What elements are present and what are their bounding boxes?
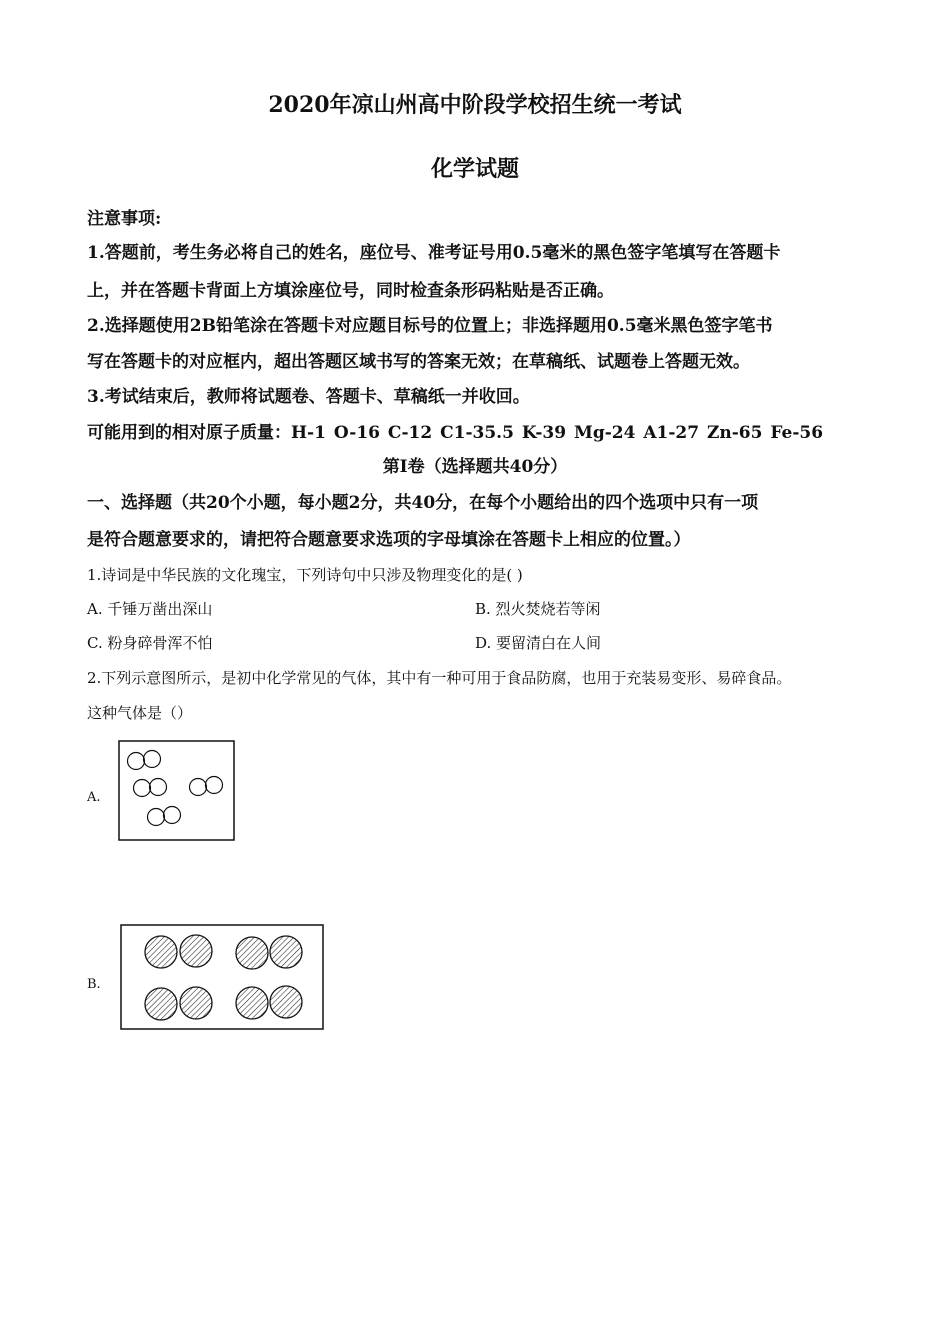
- exam-subject: 化学试题: [430, 156, 519, 182]
- diagram-b-molecules: [145, 935, 302, 1020]
- part1-instructions-line-1: 一、选择题（共20个小题，每小题2分，共40分，在每个小题给出的四个选项中只有一项: [87, 493, 759, 513]
- q1-option-a: A. 千锤万凿出深山: [87, 600, 213, 618]
- q2-stem-line-2: 这种气体是（）: [87, 704, 193, 722]
- q1-option-d: D. 要留清白在人间: [475, 634, 602, 652]
- atom-circle: [128, 753, 145, 770]
- atom-circle: [190, 779, 207, 796]
- exam-title: 2020年凉山州高中阶段学校招生统一考试: [268, 92, 682, 118]
- volume-title: 第I卷（选择题共40分）: [382, 457, 568, 477]
- q2-option-a-diagram: [118, 740, 236, 842]
- atom-circle: [270, 986, 302, 1018]
- part1-instructions-line-2: 是符合题意要求的，请把符合题意要求选项的字母填涂在答题卡上相应的位置。）: [87, 530, 691, 550]
- atomic-masses: 可能用到的相对原子质量：H-1 O-16 C-12 C1-35.5 K-39 Mg-24 A1-27 Zn-65 Fe-56: [87, 423, 824, 443]
- atom-circle: [180, 935, 212, 967]
- diagram-a-frame: [119, 741, 234, 840]
- notice-item-3: 3.考试结束后，教师将试题卷、答题卡、草稿纸一并收回。: [87, 387, 530, 407]
- atom-circle: [148, 809, 165, 826]
- notice-item-2-line-2: 写在答题卡的对应框内，超出答题区域书写的答案无效；在草稿纸、试题卷上答题无效。: [87, 352, 750, 372]
- q1-option-c: C. 粉身碎骨浑不怕: [87, 634, 213, 652]
- q2-option-b-diagram: [120, 924, 326, 1032]
- notice-item-1-line-1: 1.答题前，考生务必将自己的姓名，座位号、准考证号用0.5毫米的黑色签字笔填写在答题卡: [87, 243, 781, 263]
- q2-stem-line-1: 2.下列示意图所示，是初中化学常见的气体，其中有一种可用于食品防腐，也用于充装易变形、易碎食品。: [87, 669, 792, 687]
- notice-heading: 注意事项:: [87, 209, 162, 229]
- atom-circle: [270, 936, 302, 968]
- q1-option-b: B. 烈火焚烧若等闲: [475, 600, 601, 618]
- atom-circle: [236, 937, 268, 969]
- atom-circle: [164, 807, 181, 824]
- atom-circle: [180, 987, 212, 1019]
- q1-stem: 1.诗词是中华民族的文化瑰宝，下列诗句中只涉及物理变化的是( ): [87, 566, 523, 584]
- q2-option-b-label: B.: [87, 977, 101, 992]
- atom-circle: [144, 751, 161, 768]
- diagram-a-molecules: [128, 751, 223, 826]
- atom-circle: [134, 780, 151, 797]
- atom-circle: [145, 936, 177, 968]
- atom-circle: [150, 779, 167, 796]
- notice-item-2-line-1: 2.选择题使用2B铅笔涂在答题卡对应题目标号的位置上；非选择题用0.5毫米黑色签字笔书: [87, 316, 773, 336]
- q2-option-a-label: A.: [87, 790, 101, 805]
- atom-circle: [145, 988, 177, 1020]
- notice-item-1-line-2: 上，并在答题卡背面上方填涂座位号，同时检查条形码粘贴是否正确。: [87, 281, 614, 301]
- atom-circle: [236, 987, 268, 1019]
- atom-circle: [206, 777, 223, 794]
